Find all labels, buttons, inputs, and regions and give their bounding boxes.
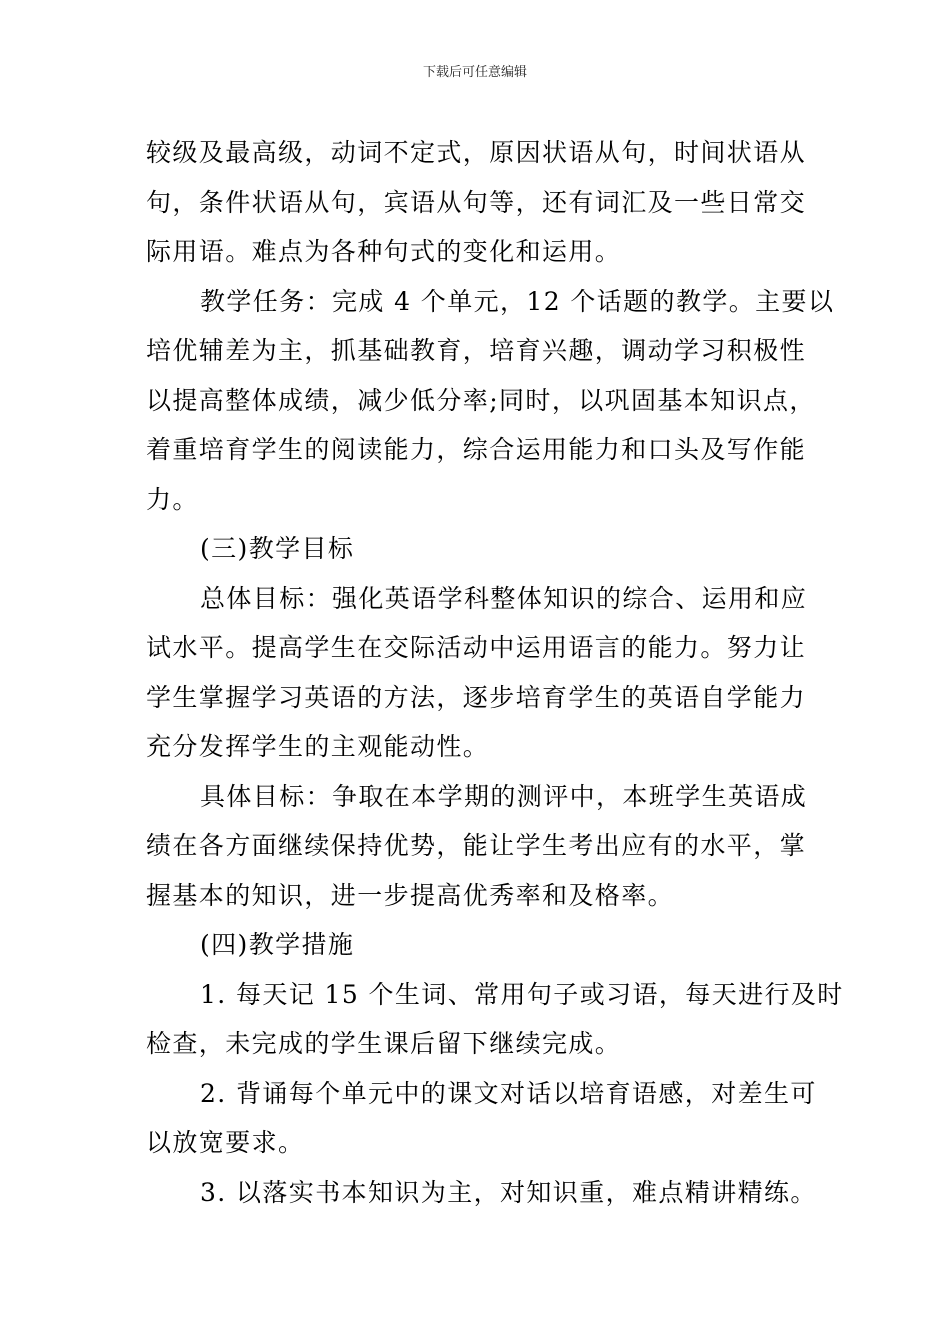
text-line: 句，条件状语从句，宾语从句等，还有词汇及一些日常交 (146, 187, 807, 217)
text-line: 以放宽要求。 (146, 1128, 305, 1157)
text-line: 着重培育学生的阅读能力，综合运用能力和口头及写作能 (146, 435, 807, 464)
text-line: 1. 每天记 15 个生词、常用句子或习语，每天进行及时 (200, 979, 844, 1009)
text-line: 3. 以落实书本知识为主，对知识重，难点精讲精练。 (200, 1177, 817, 1207)
section-heading: (三)教学目标 (200, 534, 355, 563)
text-line: 具体目标：争取在本学期的测评中，本班学生英语成 (200, 781, 808, 811)
text-line: 学生掌握学习英语的方法，逐步培育学生的英语自学能力 (146, 682, 807, 712)
text-line: 试水平。提高学生在交际活动中运用语言的能力。努力让 (146, 633, 807, 662)
text-line: 教学任务：完成 4 个单元，12 个话题的教学。主要以 (200, 286, 835, 316)
text-line: 充分发挥学生的主观能动性。 (146, 732, 490, 761)
text-line: 2. 背诵每个单元中的课文对话以培育语感，对差生可 (200, 1078, 817, 1108)
section-heading: (四)教学措施 (200, 930, 355, 959)
text-line: 绩在各方面继续保持优势，能让学生考出应有的水平，掌 (146, 831, 807, 860)
text-line: 力。 (146, 484, 199, 514)
text-line: 培优辅差为主，抓基础教育，培育兴趣，调动学习积极性 (146, 336, 807, 365)
text-line: 较级及最高级，动词不定式，原因状语从句，时间状语从 (146, 138, 807, 167)
text-line: 总体目标：强化英语学科整体知识的综合、运用和应 (200, 583, 808, 613)
text-line: 以提高整体成绩，减少低分率;同时，以巩固基本知识点， (146, 385, 816, 415)
document-body (146, 128, 844, 1217)
text-line: 握基本的知识，进一步提高优秀率和及格率。 (146, 880, 675, 910)
text-line: 检查，未完成的学生课后留下继续完成。 (146, 1029, 622, 1058)
page-header: 下载后可任意编辑 (422, 65, 527, 80)
text-line: 际用语。难点为各种句式的变化和运用。 (146, 237, 622, 266)
